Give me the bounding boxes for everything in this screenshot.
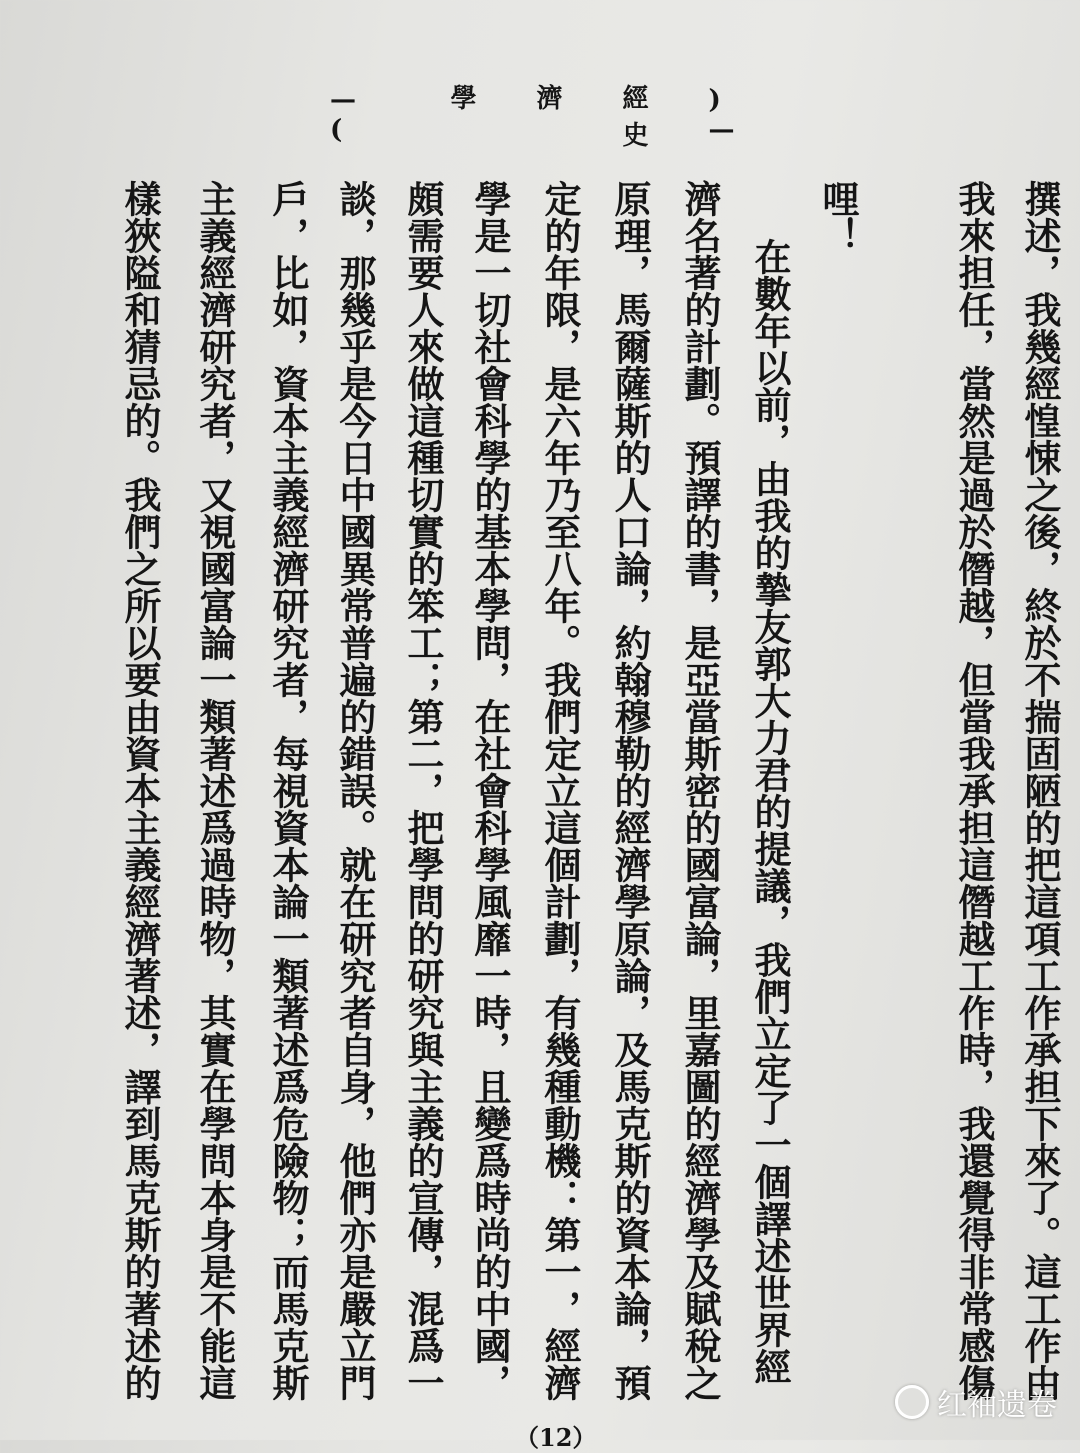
text-column: 戶，比如，資本主義經濟研究者，每視資本論一類著述爲危險物；而馬克斯 bbox=[266, 180, 310, 1401]
text-column: 原理，馬爾薩斯的人口論，約翰穆勒的經濟學原論，及馬克斯的資本論，預 bbox=[608, 180, 652, 1401]
text-column: 撰述，我幾經惶悚之後，終於不揣固陋的把這項工作承担下來了。這工作由 bbox=[1018, 180, 1062, 1401]
text-column: 樣狹隘和猜忌的。我們之所以要由資本主義經濟著述，譯到馬克斯的著述的 bbox=[118, 180, 162, 1401]
text-column: 主義經濟研究者，又視國富論一類著述爲過時物，其實在學問本身是不能這 bbox=[193, 180, 237, 1401]
header-rule-right: )— bbox=[708, 85, 737, 145]
wechat-icon bbox=[895, 1385, 929, 1419]
header-rule-left: —( bbox=[330, 85, 358, 145]
watermark bbox=[895, 1380, 1057, 1424]
running-header bbox=[330, 78, 750, 152]
text-column: 定的年限，是六年乃至八年。我們定立這個計劃，有幾種動機：第一，經濟 bbox=[538, 180, 582, 1401]
text-column: 濟名著的計劃。預譯的書，是亞當斯密的國富論，里嘉圖的經濟學及賦稅之 bbox=[678, 180, 722, 1401]
text-column: 哩！ bbox=[816, 180, 860, 254]
text-column: 學是一切社會科學的基本學問，在社會科學風靡一時，且變爲時尚的中國， bbox=[468, 180, 512, 1401]
watermark-text: 红袖遗卷 bbox=[937, 1388, 1057, 1423]
text-column: 頗需要人來做這種切實的笨工；第二，把學問的研究與主義的宣傳，混爲一 bbox=[401, 180, 445, 1401]
text-column: 談，那幾乎是今日中國異常普遍的錯誤。就在研究者自身，他們亦是嚴立門 bbox=[333, 180, 377, 1401]
page-number: （12） bbox=[515, 1423, 597, 1452]
text-column: 我來担任，當然是過於僭越，但當我承担這僭越工作時，我還覺得非常感傷 bbox=[952, 180, 996, 1401]
header-title: 經濟學史 bbox=[450, 84, 709, 151]
text-column: 在數年以前，由我的摯友郭大力君的提議，我們立定了一個譯述世界經 bbox=[748, 238, 792, 1385]
